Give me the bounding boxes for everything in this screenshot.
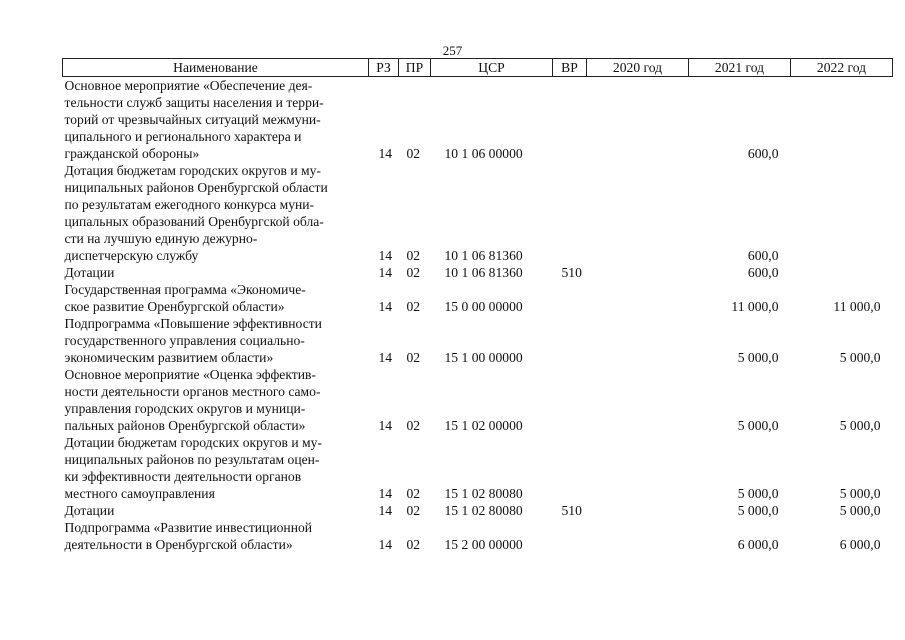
row-rz: 14: [378, 486, 393, 501]
row-name-line: ности деятельности органов местного само-: [64, 384, 321, 399]
table-row: [63, 77, 893, 163]
row-2020: [587, 281, 689, 315]
row-name: [63, 502, 369, 519]
row-csr: 15 1 02 80080: [444, 503, 523, 518]
row-2020: [587, 519, 689, 553]
row-name-line: Дотации бюджетам городских округов и му-: [64, 435, 322, 450]
row-name-line: Государственная программа «Экономиче-: [64, 282, 306, 297]
table-row: [63, 434, 893, 502]
row-name-line: местного самоуправления: [64, 486, 215, 501]
row-name-line: ципального и регионального характера и: [64, 129, 302, 144]
header-pr: ПР: [399, 59, 431, 77]
row-name-line: Дотации: [64, 503, 115, 518]
row-2020: [587, 434, 689, 502]
row-2021: 5 000,0: [737, 486, 779, 501]
row-vr: [553, 434, 587, 502]
row-name-line: Основное мероприятие «Оценка эффектив-: [64, 367, 316, 382]
row-pr: 02: [406, 146, 421, 161]
row-2022: [791, 162, 893, 264]
row-2022: 6 000,0: [839, 537, 881, 552]
row-vr: 510: [561, 503, 582, 518]
row-rz: 14: [378, 503, 393, 518]
row-name-line: экономическим развитием области»: [64, 350, 274, 365]
row-2021: 600,0: [747, 265, 779, 280]
row-rz: 14: [378, 146, 393, 161]
row-csr: 15 1 00 00000: [444, 350, 523, 365]
row-rz: 14: [378, 248, 393, 263]
row-2022: [791, 77, 893, 163]
row-name: [63, 434, 369, 502]
row-csr: 10 1 06 00000: [444, 146, 523, 161]
row-vr: [553, 281, 587, 315]
budget-table: [62, 58, 893, 553]
row-vr: [553, 315, 587, 366]
row-rz: 14: [378, 265, 393, 280]
row-name: [63, 264, 369, 281]
header-csr: ЦСР: [431, 59, 553, 77]
table-body: [63, 77, 893, 554]
row-2020: [587, 162, 689, 264]
table-row: [63, 281, 893, 315]
row-name: [63, 315, 369, 366]
row-2021: 600,0: [747, 248, 779, 263]
row-name-line: тельности служб защиты населения и терри-: [64, 95, 324, 110]
header-2021: 2021 год: [689, 59, 791, 77]
row-2021: 6 000,0: [737, 537, 779, 552]
row-vr: [553, 162, 587, 264]
row-name: [63, 281, 369, 315]
row-vr: 510: [561, 265, 582, 280]
row-csr: 15 1 02 00000: [444, 418, 523, 433]
row-csr: 15 1 02 80080: [444, 486, 523, 501]
row-2020: [587, 315, 689, 366]
header-2022: 2022 год: [791, 59, 893, 77]
row-csr: 15 2 00 00000: [444, 537, 523, 552]
row-2021: 5 000,0: [737, 418, 779, 433]
row-name-line: управления городских округов и муници-: [64, 401, 306, 416]
page-number: 257: [442, 43, 463, 58]
row-pr: 02: [406, 350, 421, 365]
row-2022: 5 000,0: [839, 350, 881, 365]
row-vr: [553, 519, 587, 553]
row-pr: 02: [406, 418, 421, 433]
row-pr: 02: [406, 248, 421, 263]
table-row: [63, 315, 893, 366]
row-name-line: Дотация бюджетам городских округов и му-: [64, 163, 321, 178]
row-2020: [587, 77, 689, 163]
row-vr: [553, 366, 587, 434]
row-2022: 5 000,0: [839, 503, 881, 518]
row-name: [63, 77, 369, 163]
row-name-line: ское развитие Оренбургской области»: [64, 299, 285, 314]
row-2020: [587, 366, 689, 434]
table-row: [63, 502, 893, 519]
row-name-line: ниципальных районов по результатам оцен-: [64, 452, 320, 467]
row-2020: [587, 502, 689, 519]
row-vr: [553, 77, 587, 163]
header-rz: РЗ: [369, 59, 399, 77]
table-row: [63, 264, 893, 281]
table-row: [63, 162, 893, 264]
row-name-line: ниципальных районов Оренбургской области: [64, 180, 328, 195]
row-name-line: ки эффективности деятельности органов: [64, 469, 302, 484]
row-name-line: сти на лучшую единую дежурно-: [64, 231, 258, 246]
row-name-line: по результатам ежегодного конкурса муни-: [64, 197, 315, 212]
header-name: Наименование: [63, 59, 369, 77]
row-rz: 14: [378, 418, 393, 433]
row-rz: 14: [378, 299, 393, 314]
header-vr: ВР: [553, 59, 587, 77]
table-row: [63, 519, 893, 553]
row-csr: 15 0 00 00000: [444, 299, 523, 314]
row-name-line: гражданской обороны»: [64, 146, 200, 161]
header-2020: 2020 год: [587, 59, 689, 77]
row-pr: 02: [406, 503, 421, 518]
row-2022: 11 000,0: [833, 299, 881, 314]
row-name: [63, 519, 369, 553]
row-rz: 14: [378, 350, 393, 365]
row-csr: 10 1 06 81360: [444, 248, 523, 263]
row-name: [63, 162, 369, 264]
row-pr: 02: [406, 265, 421, 280]
row-2020: [587, 264, 689, 281]
row-2021: 11 000,0: [731, 299, 779, 314]
row-name: [63, 366, 369, 434]
row-2022: 5 000,0: [839, 418, 881, 433]
table-row: [63, 366, 893, 434]
row-name-line: диспетчерскую службу: [64, 248, 199, 263]
row-name-line: деятельности в Оренбургской области»: [64, 537, 293, 552]
row-name-line: Подпрограмма «Развитие инвестиционной: [64, 520, 313, 535]
row-name-line: пальных районов Оренбургской области»: [64, 418, 306, 433]
row-2022: [791, 264, 893, 281]
row-name-line: государственного управления социально-: [64, 333, 305, 348]
row-name-line: Подпрограмма «Повышение эффективности: [64, 316, 322, 331]
row-2021: 600,0: [747, 146, 779, 161]
row-2021: 5 000,0: [737, 503, 779, 518]
table-header-row: [63, 59, 893, 77]
row-2022: 5 000,0: [839, 486, 881, 501]
row-pr: 02: [406, 299, 421, 314]
row-rz: 14: [378, 537, 393, 552]
row-name-line: торий от чрезвычайных ситуаций межмуни-: [64, 112, 321, 127]
row-name-line: ципальных образований Оренбургской обла-: [64, 214, 324, 229]
row-csr: 10 1 06 81360: [444, 265, 523, 280]
row-pr: 02: [406, 486, 421, 501]
row-name-line: Дотации: [64, 265, 115, 280]
row-pr: 02: [406, 537, 421, 552]
row-2021: 5 000,0: [737, 350, 779, 365]
row-name-line: Основное мероприятие «Обеспечение дея-: [64, 78, 313, 93]
